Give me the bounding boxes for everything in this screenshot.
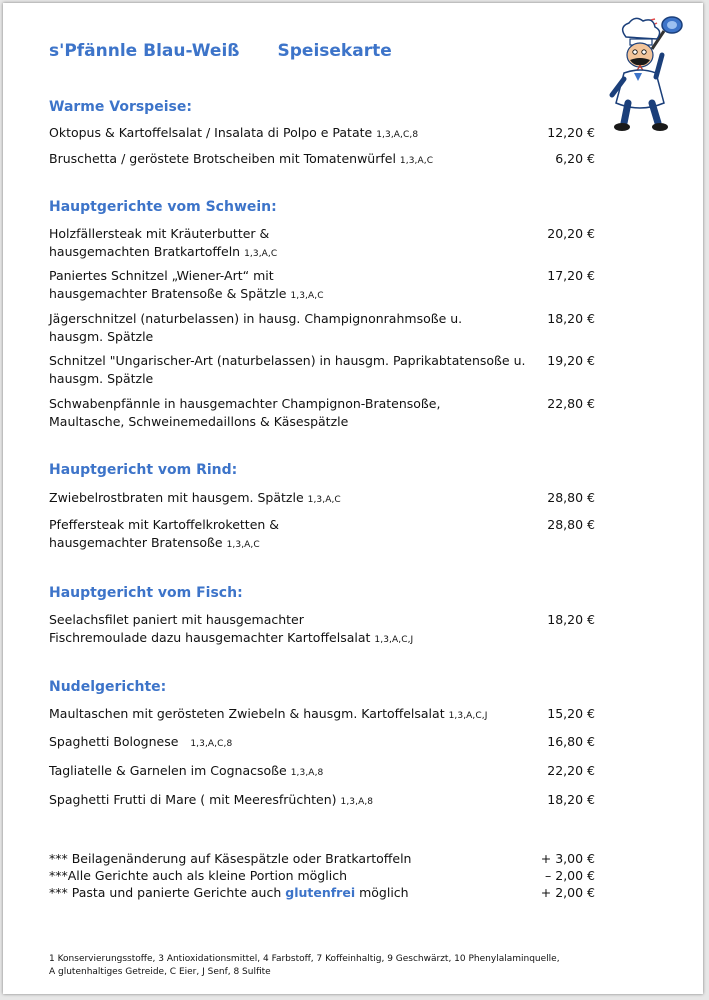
dish-price: 18,20 € xyxy=(547,792,595,807)
dish-description xyxy=(49,733,529,753)
allergen-legend xyxy=(49,953,669,979)
surcharge-text-part: möglich xyxy=(355,885,409,900)
gluten-free-highlight: glutenfrei xyxy=(285,885,356,900)
dish-price: 22,20 € xyxy=(547,763,595,778)
dish-price: 6,20 € xyxy=(555,151,595,166)
allergen-codes: 1,3,A,8 xyxy=(290,768,324,778)
allergen-codes: 1,3,A,8 xyxy=(340,797,374,807)
dish-price: 28,80 € xyxy=(547,517,595,532)
dish-price: 16,80 € xyxy=(547,734,595,749)
dish-name-line: hausgemachten Bratkartoffeln xyxy=(49,244,241,259)
dish-name-line: hausgemachter Bratensoße xyxy=(49,535,223,550)
dish-description xyxy=(49,225,529,263)
allergen-codes: 1,3,A,C xyxy=(290,291,324,301)
dish-name-line: Maultasche, Schweinemedaillons & Käsespätzle xyxy=(49,414,349,429)
dish-name: Bruschetta / geröstete Brotscheiben mit Tomatenwürfel xyxy=(49,151,396,166)
dish-description xyxy=(49,516,529,554)
dish-price: 18,20 € xyxy=(547,612,595,627)
allergen-codes: 1,3,A,C xyxy=(307,495,341,505)
allergen-codes: 1,3,A,C,J xyxy=(448,711,488,721)
dish-name-line: Schwabenpfännle in hausgemachter Champignon-Bratensoße, xyxy=(49,396,441,411)
allergen-codes: 1,3,A,C xyxy=(226,540,260,550)
surcharge-text xyxy=(49,884,409,901)
dish-name-line: Schnitzel "Ungarischer-Art (naturbelassen) in hausgm. Paprikabtatensoße u. xyxy=(49,353,526,368)
dish-name-line: Seelachsfilet paniert mit hausgemachter xyxy=(49,612,304,627)
section-heading-pork: Hauptgerichte vom Schwein: xyxy=(49,199,277,215)
dish-name-line: Fischremoulade dazu hausgemachter Kartoffelsalat xyxy=(49,630,371,645)
allergen-codes: 1,3,A,C xyxy=(244,249,278,259)
menu-page xyxy=(3,3,703,994)
dish-description xyxy=(49,611,529,649)
dish-price: 20,20 € xyxy=(547,226,595,241)
dish-description xyxy=(49,267,529,305)
allergen-codes: 1,3,A,C xyxy=(399,156,434,166)
chef-illustration-icon xyxy=(600,15,692,137)
dish-name: Tagliatelle & Garnelen im Cognacsoße xyxy=(49,763,287,778)
dish-price: 19,20 € xyxy=(547,353,595,368)
surcharge-row xyxy=(49,884,609,901)
dish-price: 17,20 € xyxy=(547,268,595,283)
dish-description xyxy=(49,310,529,346)
section-heading-pasta: Nudelgerichte: xyxy=(49,679,167,695)
dish-name: Spaghetti Frutti di Mare ( mit Meeresfrüchten) xyxy=(49,792,337,807)
allergen-codes: 1,3,A,C,8 xyxy=(376,130,419,140)
surcharge-price: + 3,00 € xyxy=(540,851,595,866)
dish-price: 15,20 € xyxy=(547,706,595,721)
allergen-legend-line: 1 Konservierungsstoffe, 3 Antioxidationsmittel, 4 Farbstoff, 7 Koffeinhaltig, 9 Geschwärzt, 10 Phenylalaminquelle, xyxy=(49,954,560,964)
surcharge-row xyxy=(49,850,609,867)
section-heading-beef: Hauptgericht vom Rind: xyxy=(49,462,238,478)
allergen-codes: 1,3,A,C,8 xyxy=(190,739,233,749)
dish-name: Zwiebelrostbraten mit hausgem. Spätzle xyxy=(49,490,304,505)
dish-name: Oktopus & Kartoffelsalat / Insalata di Polpo e Patate xyxy=(49,125,373,140)
page-title xyxy=(49,41,392,61)
dish-name-line: hausgm. Spätzle xyxy=(49,371,154,386)
dish-name-line: Paniertes Schnitzel „Wiener-Art“ mit xyxy=(49,268,274,283)
section-heading-warm-starters: Warme Vorspeise: xyxy=(49,99,192,115)
surcharge-text: ***Alle Gerichte auch als kleine Portion möglich xyxy=(49,868,347,883)
surcharge-row xyxy=(49,867,609,884)
dish-price: 18,20 € xyxy=(547,311,595,326)
dish-description xyxy=(49,705,529,725)
dish-name: Spaghetti Bolognese xyxy=(49,734,179,749)
allergen-codes: 1,3,A,C,J xyxy=(374,635,414,645)
dish-name-line: Jägerschnitzel (naturbelassen) in hausg. Champignonrahmsoße u. xyxy=(49,311,463,326)
dish-description xyxy=(49,395,529,431)
surcharge-price: + 2,00 € xyxy=(540,885,595,900)
dish-price: 28,80 € xyxy=(547,490,595,505)
dish-name: Maultaschen mit gerösteten Zwiebeln & hausgm. Kartoffelsalat xyxy=(49,706,445,721)
dish-name-line: Pfeffersteak mit Kartoffelkroketten & xyxy=(49,517,280,532)
dish-description xyxy=(49,791,529,811)
menu-title: Speisekarte xyxy=(277,41,392,61)
allergen-legend-line: A glutenhaltiges Getreide, C Eier, J Senf, 8 Sulfite xyxy=(49,967,271,977)
section-heading-fish: Hauptgericht vom Fisch: xyxy=(49,585,243,601)
surcharge-price: – 2,00 € xyxy=(545,868,595,883)
dish-description xyxy=(49,352,529,388)
dish-price: 12,20 € xyxy=(547,125,595,140)
surcharge-notes xyxy=(49,850,609,901)
dish-description xyxy=(49,124,529,144)
dish-description xyxy=(49,762,529,782)
dish-description xyxy=(49,489,529,509)
dish-name-line: Holzfällersteak mit Kräuterbutter & xyxy=(49,226,270,241)
dish-description xyxy=(49,150,529,170)
dish-price: 22,80 € xyxy=(547,396,595,411)
dish-name-line: hausgm. Spätzle xyxy=(49,329,154,344)
surcharge-text: *** Beilagenänderung auf Käsespätzle oder Bratkartoffeln xyxy=(49,851,412,866)
dish-name-line: hausgemachter Bratensoße & Spätzle xyxy=(49,286,287,301)
surcharge-text-part: *** Pasta und panierte Gerichte auch xyxy=(49,885,286,900)
restaurant-name: s'Pfännle Blau-Weiß xyxy=(49,41,240,61)
